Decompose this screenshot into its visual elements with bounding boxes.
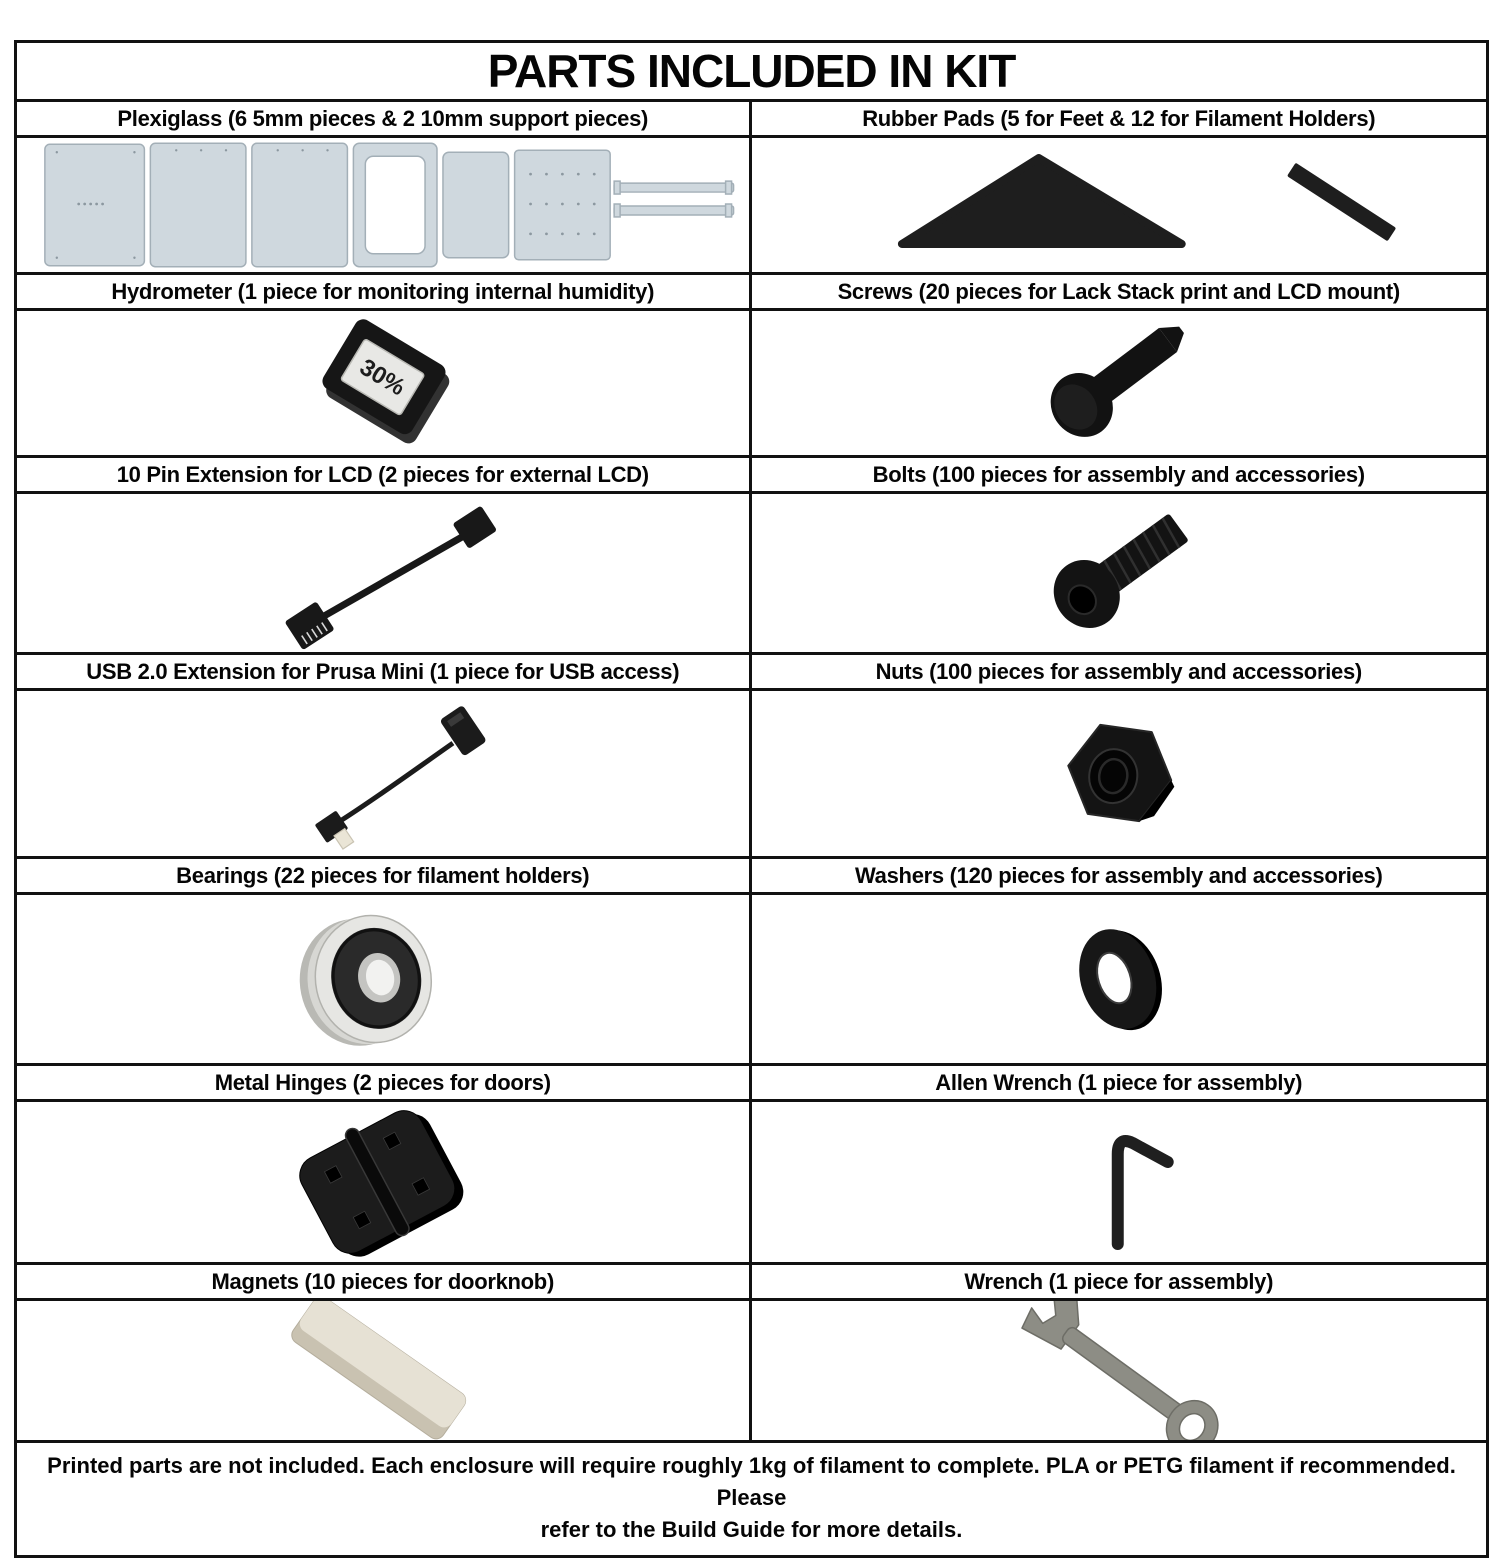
magnet-icon [17,1301,749,1440]
row-4-figures [17,691,1486,856]
part-label-usb-extension: USB 2.0 Extension for Prusa Mini (1 piece for USB access) [17,655,752,688]
nut-icon [752,691,1487,856]
part-label-bolts: Bolts (100 pieces for assembly and accessories) [872,461,1365,487]
part-label-rubber-pads: Rubber Pads (5 for Feet & 12 for Filament Holders) [862,105,1376,131]
ten-pin-cable-icon [17,494,749,652]
screw-icon [752,311,1487,455]
hinges-figure [17,1102,752,1262]
part-label-hinges: Metal Hinges (2 pieces for doors) [17,1066,752,1099]
footer-line-2: refer to the Build Guide for more details. [540,1516,963,1542]
row-1-figures [17,138,1486,272]
part-label-hydrometer: Hydrometer (1 piece for monitoring internal humidity) [17,275,752,308]
hydrometer-icon [17,311,749,455]
part-label-wrench: Wrench (1 piece for assembly) [964,1268,1274,1294]
magnets-figure [17,1301,752,1440]
wrench-figure [752,1301,1487,1440]
part-label-bearings: Bearings (22 pieces for filament holders) [17,859,752,892]
title-row [17,43,1486,99]
row-1-labels [17,99,1486,138]
part-label-10pin-extension: 10 Pin Extension for LCD (2 pieces for external LCD) [17,458,752,491]
row-6-labels [17,1063,1486,1102]
row-3-figures [17,494,1486,652]
bolt-icon [752,494,1487,652]
usb-extension-figure [17,691,752,856]
part-label-nuts: Nuts (100 pieces for assembly and accessories) [875,658,1362,684]
footer-line-1: Printed parts are not included. Each enclosure will require roughly 1kg of filament to complete. PLA or PETG filament if recommended. Please [47,1453,1456,1510]
row-2-labels [17,272,1486,311]
row-6-figures [17,1102,1486,1262]
part-label-allen-wrench: Allen Wrench (1 piece for assembly) [935,1069,1303,1095]
washer-icon [752,895,1487,1063]
row-3-labels [17,455,1486,494]
washers-figure [752,895,1487,1063]
nuts-figure [752,691,1487,856]
bolts-figure [752,494,1487,652]
part-label-screws: Screws (20 pieces for Lack Stack print and LCD mount) [837,278,1400,304]
bearings-figure [17,895,752,1063]
footer-note [17,1440,1486,1555]
row-2-figures [17,311,1486,455]
row-4-labels [17,652,1486,691]
rubber-pads-figure [752,138,1487,272]
row-7-labels [17,1262,1486,1301]
screws-figure [752,311,1487,455]
ten-pin-extension-figure [17,494,752,652]
page-title: PARTS INCLUDED IN KIT [487,45,1016,97]
row-5-labels [17,856,1486,895]
part-label-washers: Washers (120 pieces for assembly and accessories) [855,862,1383,888]
row-7-figures [17,1301,1486,1440]
plexiglass-panels-icon [17,138,749,272]
row-5-figures [17,895,1486,1063]
part-label-plexiglass: Plexiglass (6 5mm pieces & 2 10mm support pieces) [17,102,752,135]
hydrometer-figure [17,311,752,455]
allen-wrench-icon [752,1102,1487,1262]
plexiglass-figure [17,138,752,272]
part-label-magnets: Magnets (10 pieces for doorknob) [17,1265,752,1298]
bearing-icon [17,895,749,1063]
parts-table [14,40,1489,1558]
rubber-pads-icon [752,138,1487,272]
allen-wrench-figure [752,1102,1487,1262]
wrench-icon [752,1301,1487,1440]
hinge-icon [17,1102,749,1262]
hydrometer-reading: 30% [354,353,410,402]
usb-cable-icon [17,691,749,856]
